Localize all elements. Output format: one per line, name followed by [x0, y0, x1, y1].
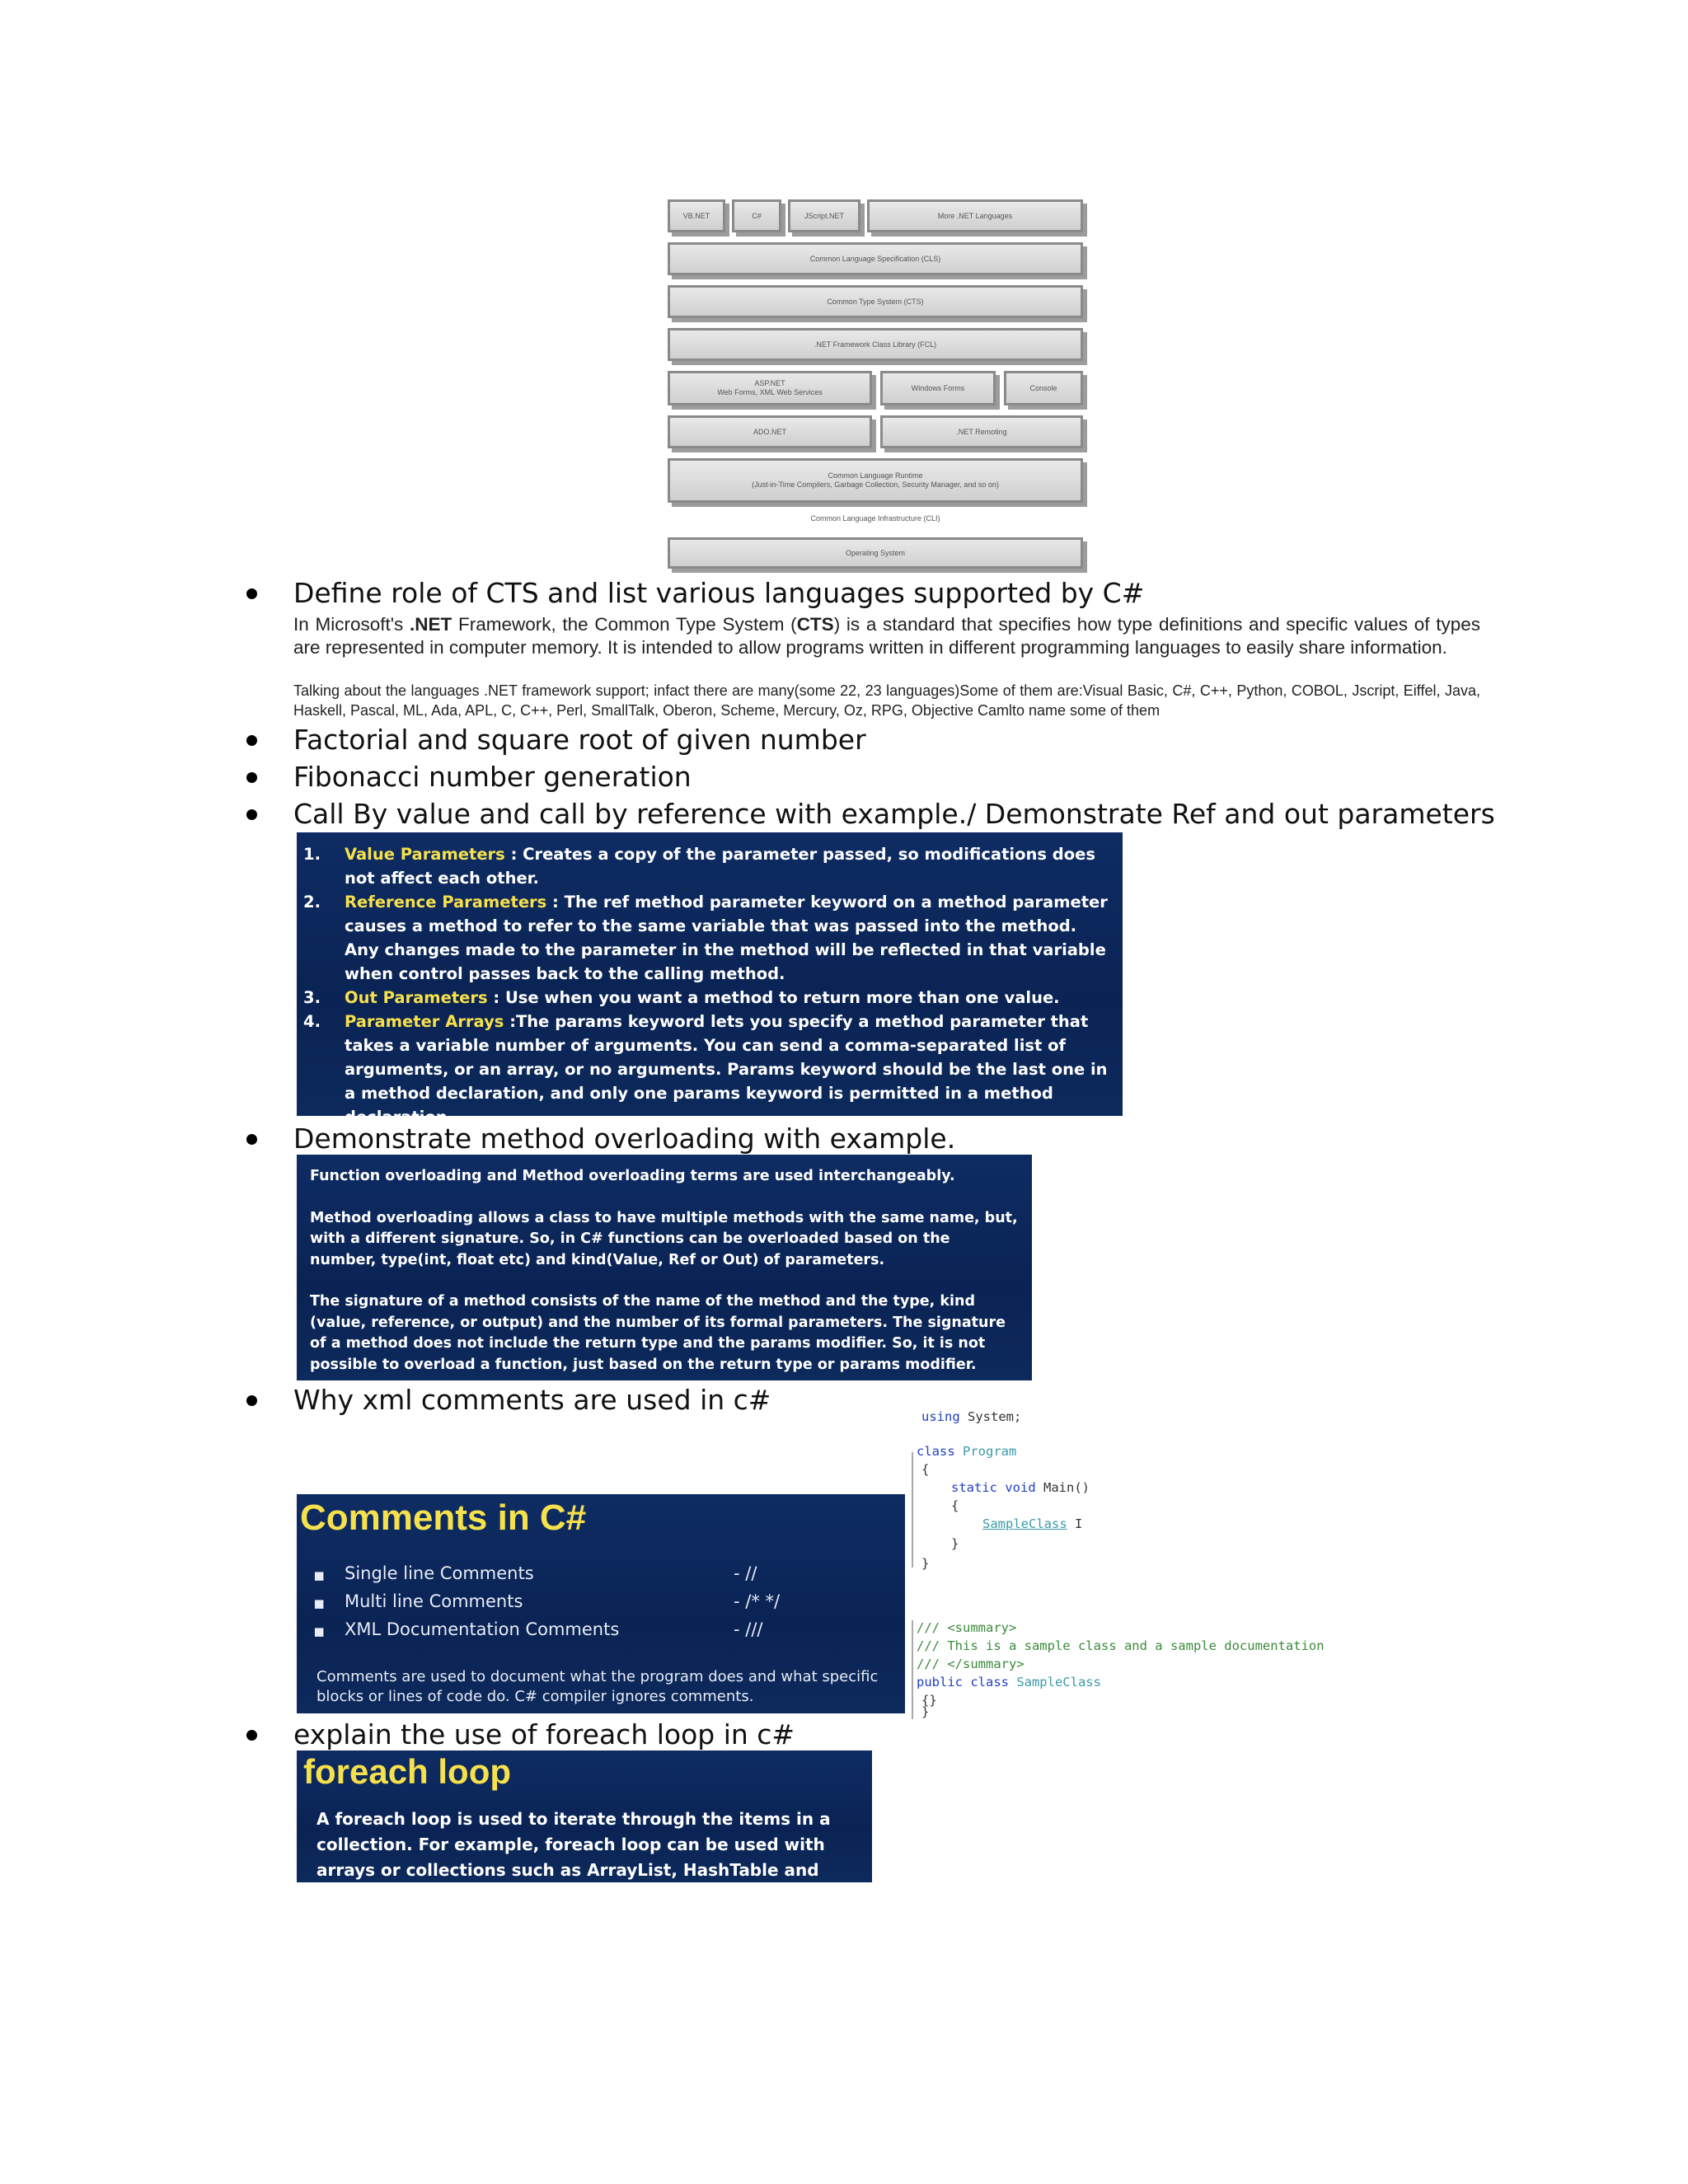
code-line	[917, 1444, 1016, 1459]
code-line	[917, 1675, 1101, 1690]
diagram-block-vbnet: VB.NET	[668, 199, 725, 232]
dotnet-architecture-diagram	[668, 196, 1098, 575]
param-text: :The params keyword lets you specify a method parameter that takes a variable number of arguments. You can send a comma-separated list of arguments, or an array, or no arguments. Params keyword should be the last one in a method declaration, and only one params keyword is permitted in a method declaration.	[345, 1012, 1108, 1127]
foreach-slide-body: A foreach loop is used to iterate through the items in a collection. For example, foreach loop can be used with arrays or collections such as ArrayList, HashTable and Generics. We	[316, 1809, 831, 1905]
bullet-icon	[246, 1134, 257, 1145]
overload-paragraph-3: The signature of a method consists of the name of the method and the type, kind (value, reference, or output) and the number of its formal parameters. The signature of a method does not include the return type and the params modifier. So, it is not possible to overload a function, just based on the return type or params modifier.	[310, 1293, 1006, 1373]
param-text: : Use when you want a method to return more than one value.	[487, 988, 1060, 1007]
bullet-icon	[246, 588, 257, 599]
comments-note: Comments are used to document what the program does and what specific blocks or lines of code do. C# compiler ignores comments.	[316, 1668, 879, 1705]
code-type: SampleClass	[1008, 1675, 1101, 1690]
param-item-value	[297, 842, 1114, 890]
comment-type-xml: XML Documentation Comments	[345, 1619, 620, 1639]
cts-text-1: In Microsoft's	[293, 614, 410, 635]
code-line: }	[921, 1556, 930, 1571]
bullet-icon	[246, 1730, 257, 1741]
list-dash-icon: ▪	[313, 1593, 326, 1613]
cts-text-3: ) is a standard that specifies how type definitions and specific values of types are represented in computer memory. It is intended to allow programs written in different programming languages to easily share information.	[293, 614, 1481, 658]
cts-text-net: .NET	[409, 614, 452, 635]
code-type: SampleClass	[982, 1516, 1067, 1531]
param-num: 2.	[303, 893, 321, 912]
code-keyword: using	[921, 1409, 960, 1424]
param-term: Out Parameters	[345, 988, 488, 1007]
code-line: /// This is a sample class and a sample documentation	[917, 1638, 1325, 1653]
param-item-reference	[297, 890, 1114, 986]
languages-paragraph: Talking about the languages .NET framework support; infact there are many(some 22, 23 languages)Some of them are:Visual Basic, C#, C++, Python, COBOL, Jscript, Eiffel, Java, Haskell, Pascal, ML, Ada, APL, C, C++, Perl, SmallTalk, Oberon, Scheme, Mercury, Oz, RPG, Objective Camlto name some of them	[293, 682, 1480, 719]
code-line: {	[951, 1498, 959, 1513]
code-line: {}	[921, 1693, 937, 1708]
code-line: {	[921, 1462, 930, 1477]
comments-slide	[297, 1494, 905, 1713]
param-num: 4.	[303, 1012, 321, 1031]
comment-symbol-multi: - /* */	[734, 1591, 781, 1611]
text-cursor: I	[1067, 1516, 1083, 1531]
heading-factorial: Factorial and square root of given number	[293, 724, 866, 756]
comments-slide-title: Comments in C#	[300, 1497, 587, 1538]
code-line: }	[921, 1704, 930, 1719]
param-item-out	[297, 986, 1114, 1010]
code-line	[921, 1409, 1021, 1424]
param-term: Reference Parameters	[345, 893, 547, 912]
heading-call-by: Call By value and call by reference with example./ Demonstrate Ref and out parameters	[293, 798, 1495, 830]
code-gutter-line	[912, 1620, 913, 1719]
comment-type-multi: Multi line Comments	[345, 1591, 523, 1611]
code-line: /// </summary>	[917, 1657, 1025, 1671]
list-dash-icon: ▪	[313, 1565, 326, 1585]
code-line: }	[951, 1536, 959, 1551]
code-sample	[912, 1406, 1373, 1719]
diagram-block-cts: Common Type System (CTS)	[668, 285, 1083, 318]
overload-paragraph-2: Method overloading allows a class to have multiple methods with the same name, but, with a different signature. So, in C# functions can be overloaded based on the number, type(int, float etc) and kind(Value, Ref or Out) of parameters.	[310, 1209, 1018, 1268]
foreach-slide-title: foreach loop	[303, 1752, 512, 1791]
diagram-block-more-languages: More .NET Languages	[867, 199, 1083, 232]
comment-type-single: Single line Comments	[345, 1563, 534, 1583]
param-num: 3.	[303, 988, 321, 1007]
comment-symbol-xml: - ///	[734, 1619, 763, 1639]
param-text: : The ref method parameter keyword on a method parameter causes a method to refer to the same variable that was passed into the method. Any changes made to the parameter in the method will be reflected in that variable when control passes back to the calling method.	[345, 893, 1108, 983]
diagram-cli-label: Common Language Infrastructure (CLI)	[810, 514, 940, 523]
heading-fibonacci: Fibonacci number generation	[293, 761, 692, 793]
code-text: System;	[959, 1409, 1022, 1424]
comment-symbol-single: - //	[734, 1563, 757, 1583]
code-gutter-line	[912, 1452, 913, 1568]
heading-foreach: explain the use of foreach loop in c#	[293, 1718, 795, 1750]
bullet-icon	[246, 735, 257, 746]
code-line	[951, 1480, 1090, 1495]
param-term: Parameter Arrays	[345, 1012, 504, 1031]
cts-text-2: Framework, the Common Type System (	[452, 614, 797, 635]
param-text: : Creates a copy of the parameter passed, so modifications does not affect each other.	[345, 845, 1095, 888]
diagram-block-os: Operating System	[668, 537, 1083, 569]
heading-cts: Define role of CTS and list various languages supported by C#	[293, 577, 1145, 609]
param-term: Value Parameters	[345, 845, 505, 864]
diagram-block-remoting: .NET Remoting	[880, 415, 1083, 448]
heading-overloading: Demonstrate method overloading with example.	[293, 1122, 956, 1155]
param-item-arrays	[297, 1010, 1114, 1129]
code-keyword: public class	[917, 1675, 1009, 1690]
parameters-slide	[297, 832, 1123, 1127]
diagram-clr-sublabel: (Just-in-Time Compilers, Garbage Collection, Security Manager, and so on)	[752, 480, 999, 489]
bullet-icon	[246, 1395, 257, 1406]
diagram-block-cls: Common Language Specification (CLS)	[668, 242, 1083, 275]
foreach-slide	[297, 1750, 872, 1905]
diagram-block-clr	[668, 458, 1083, 503]
code-keyword: class	[917, 1444, 955, 1459]
diagram-block-fcl: .NET Framework Class Library (FCL)	[668, 328, 1083, 361]
heading-xml-comments: Why xml comments are used in c#	[293, 1384, 771, 1416]
diagram-clr-label: Common Language Runtime	[828, 471, 923, 480]
cts-text-cts: CTS	[796, 614, 834, 635]
diagram-block-csharp: C#	[732, 199, 781, 232]
overloading-slide	[297, 1155, 1032, 1380]
code-line	[982, 1516, 1082, 1531]
cts-paragraph	[293, 613, 1480, 659]
diagram-block-jscript: JScript.NET	[788, 199, 860, 232]
param-num: 1.	[303, 845, 321, 864]
code-keyword: static void	[951, 1480, 1036, 1495]
bullet-icon	[246, 772, 257, 783]
code-line: /// <summary>	[917, 1620, 1017, 1635]
diagram-block-winforms: Windows Forms	[880, 371, 996, 405]
code-text: Main()	[1035, 1480, 1090, 1495]
code-type: Program	[954, 1444, 1017, 1459]
diagram-block-aspnet: ASP.NET Web Forms, XML Web Services	[668, 371, 872, 405]
diagram-block-adonet: ADO.NET	[668, 415, 872, 448]
list-dash-icon: ▪	[313, 1621, 326, 1641]
diagram-block-console: Console	[1004, 371, 1083, 405]
bullet-icon	[246, 809, 257, 820]
overload-paragraph-1: Function overloading and Method overloading terms are used interchangeably.	[310, 1168, 955, 1184]
